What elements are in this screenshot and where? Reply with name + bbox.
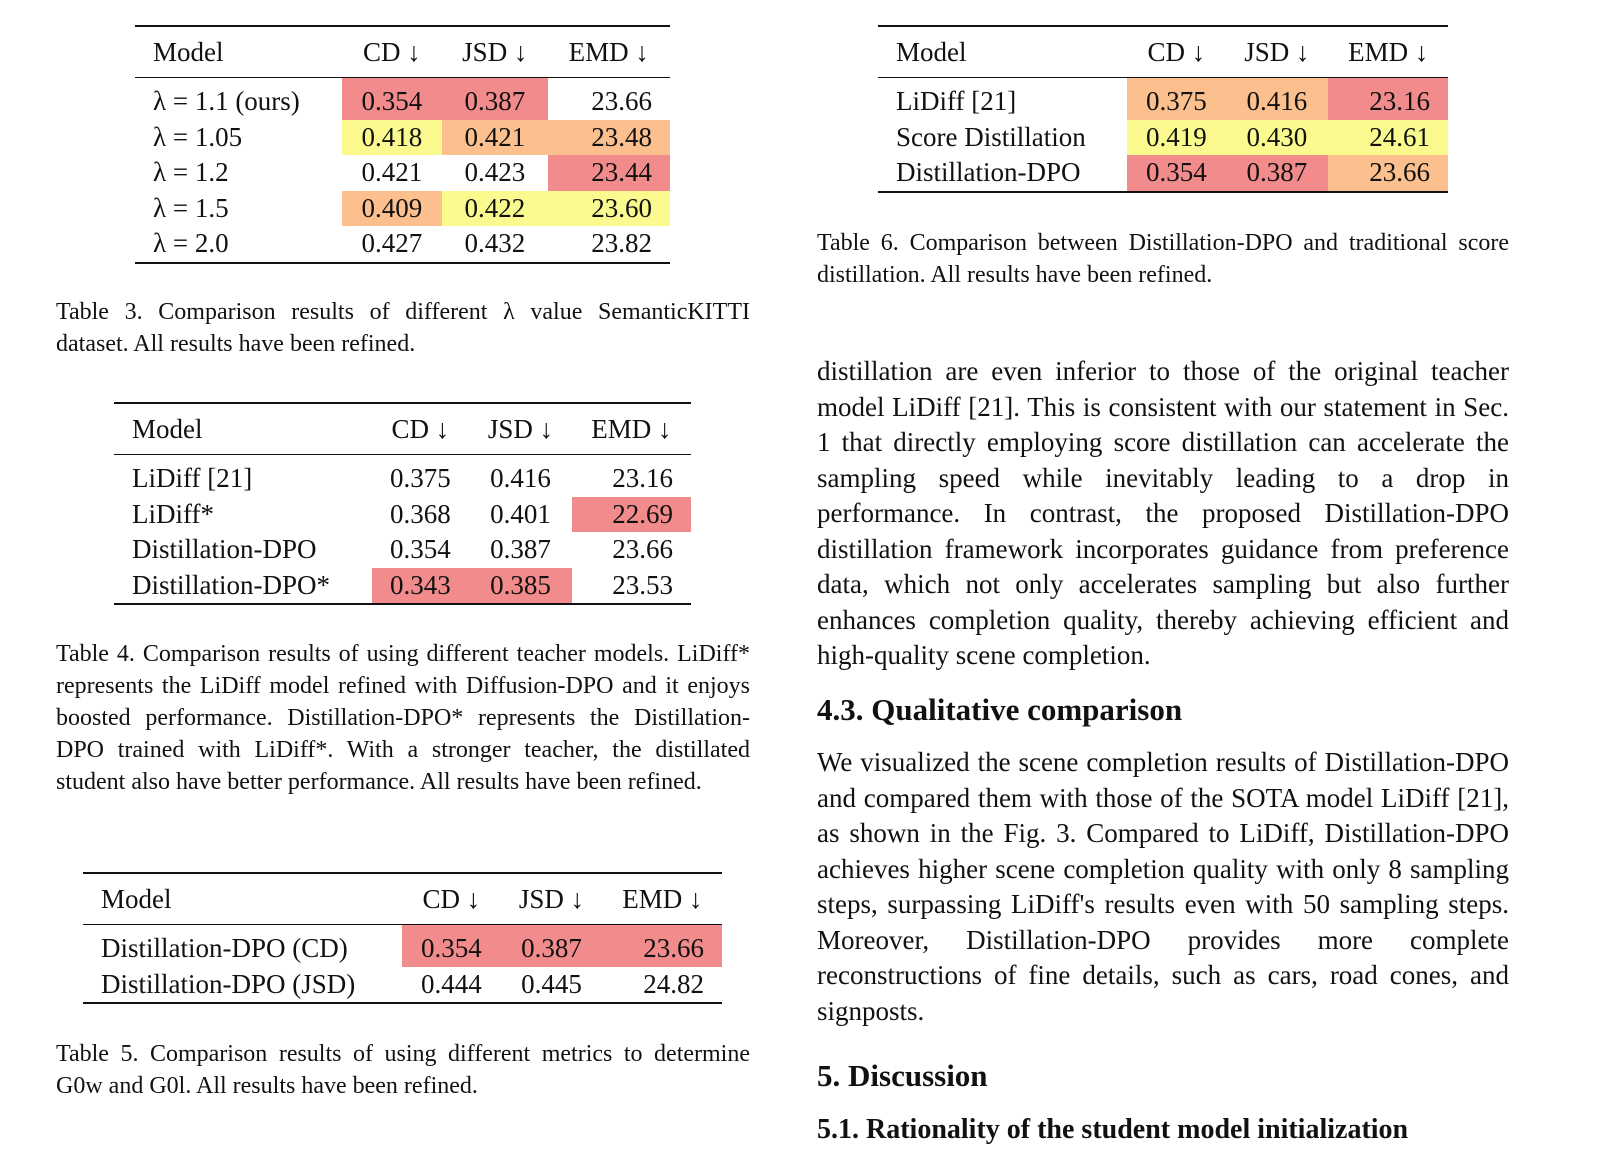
table-row [114, 568, 691, 605]
cell-model: λ = 1.2 [153, 157, 229, 188]
section-heading-rationality [817, 1113, 1601, 1153]
paragraph-qualitative: We visualized the scene completion results of Distillation-DPO and compared them with those of the SOTA model LiDiff [21], as shown in the Fig. 3. Compared to LiDiff, Distillation-DPO achieves higher scene completion quality with only 8 sampling steps, surpassing LiDiff's results even with 50 sampling steps. Moreover, Distillation-DPO provides more complete reconstructions of fine details, such as cars, road cones, and signposts. [817, 747, 1509, 1026]
cell-model: Score Distillation [896, 121, 1086, 152]
table-4 [114, 402, 691, 605]
cell-model: Distillation-DPO* [132, 569, 331, 600]
cell-model: λ = 1.5 [153, 192, 229, 223]
cell-cd: 0.409 [342, 191, 442, 227]
header-emd: EMD ↓ [591, 413, 672, 444]
table-row [878, 120, 1448, 156]
cell-model: λ = 1.05 [153, 121, 243, 152]
header-emd: EMD ↓ [1348, 36, 1429, 67]
table-header-row [114, 403, 691, 455]
table-5 [83, 872, 722, 1004]
table-3 [135, 25, 670, 264]
cell-emd: 22.69 [572, 497, 691, 533]
cell-jsd: 0.421 [442, 120, 547, 156]
table-header-row [878, 26, 1448, 78]
table-5-caption: Table 5. Comparison results of using different metrics to determine G0w and G0l. All results have been refined. [56, 1041, 750, 1099]
cell-cd: 0.354 [342, 78, 442, 120]
header-model: Model [153, 36, 224, 67]
section-heading-rationality-text: 5.1. Rationality of the student model initialization [817, 1114, 1409, 1145]
cell-cd: 0.375 [389, 463, 451, 494]
cell-jsd: 0.387 [490, 534, 551, 565]
cell-emd: 23.66 [603, 925, 722, 967]
table-row [83, 925, 722, 967]
table-row [135, 226, 670, 263]
cell-emd: 23.53 [612, 569, 673, 600]
cell-cd: 0.354 [402, 925, 500, 967]
cell-model: Distillation-DPO [896, 157, 1081, 188]
cell-model: Distillation-DPO (JSD) [101, 968, 356, 999]
table-header-row [135, 26, 670, 78]
cell-emd: 23.16 [1328, 78, 1448, 120]
cell-model: Distillation-DPO [132, 534, 317, 565]
cell-emd: 23.60 [548, 191, 670, 227]
cell-cd: 0.368 [389, 498, 451, 529]
table-6 [878, 25, 1448, 193]
cell-jsd: 0.416 [490, 463, 551, 494]
cell-emd: 23.66 [1328, 155, 1448, 192]
cell-jsd: 0.416 [1225, 78, 1328, 120]
table-row [878, 78, 1448, 120]
cell-model: LiDiff* [132, 498, 214, 529]
cell-jsd: 0.387 [442, 78, 547, 120]
cell-emd: 24.61 [1328, 120, 1448, 156]
section-heading-discussion: 5. Discussion [817, 1058, 988, 1093]
cell-jsd: 0.430 [1225, 120, 1328, 156]
cell-jsd: 0.401 [490, 498, 551, 529]
cell-model: λ = 2.0 [153, 228, 229, 259]
header-cd: CD ↓ [1147, 36, 1206, 67]
table-row [135, 155, 670, 191]
cell-cd: 0.418 [342, 120, 442, 156]
table-row [135, 191, 670, 227]
cell-jsd: 0.387 [1225, 155, 1328, 192]
table-row [878, 155, 1448, 192]
cell-emd: 23.44 [548, 155, 670, 191]
header-jsd: JSD ↓ [462, 36, 528, 67]
cell-cd: 0.421 [361, 157, 423, 188]
table-header-row [83, 873, 722, 925]
cell-cd: 0.427 [361, 228, 423, 259]
cell-cd: 0.419 [1127, 120, 1225, 156]
cell-jsd: 0.422 [442, 191, 547, 227]
header-emd: EMD ↓ [568, 36, 649, 67]
cell-model: LiDiff [21] [132, 463, 253, 494]
header-jsd: JSD ↓ [487, 413, 554, 444]
cell-emd: 23.66 [612, 534, 673, 565]
table-6-caption: Table 6. Comparison between Distillation-DPO and traditional score distillation. All results have been refined. [817, 230, 1509, 288]
cell-model: λ = 1.1 (ours) [153, 86, 300, 117]
table-row [83, 967, 722, 1004]
cell-jsd: 0.387 [500, 925, 603, 967]
table-row [114, 455, 691, 497]
cell-cd: 0.444 [420, 968, 482, 999]
cell-emd: 24.82 [643, 968, 704, 999]
cell-model: LiDiff [21] [896, 86, 1017, 117]
section-heading-qualitative: 4.3. Qualitative comparison [817, 692, 1183, 727]
cell-cd: 0.375 [1127, 78, 1225, 120]
table-3-caption: Table 3. Comparison results of different λ value SemanticKITTI dataset. All results have been refined. [56, 299, 750, 357]
paragraph-score-distillation: distillation are even inferior to those of the original teacher model LiDiff [21]. This is consistent with our statement in Sec. 1 that directly employing score distillation can accelerate the sampling speed while inevitably leading to a drop in performance. In contrast, the proposed Distillation-DPO distillation framework incorporates guidance from preference data, which not only accelerates sampling but also further enhances completion quality, thereby achieving efficient and high-quality scene completion. [817, 356, 1509, 670]
header-model: Model [101, 883, 172, 914]
table-row [114, 497, 691, 533]
table-row [135, 78, 670, 120]
header-jsd: JSD ↓ [518, 883, 585, 914]
table-4-caption: Table 4. Comparison results of using different teacher models. LiDiff* represents the LiDiff model refined with Diffusion-DPO and it enjoys boosted performance. Distillation-DPO* represents the Distillation-DPO trained with LiDiff*. With a stronger teacher, the distillated student also have better performance. All results have been refined. [56, 641, 750, 795]
table-row [135, 120, 670, 156]
cell-emd: 23.66 [591, 86, 652, 117]
cell-emd: 23.82 [591, 228, 652, 259]
cell-jsd: 0.385 [469, 568, 572, 605]
cell-emd: 23.16 [612, 463, 673, 494]
header-cd: CD ↓ [391, 413, 450, 444]
header-model: Model [896, 36, 967, 67]
header-jsd: JSD ↓ [1244, 36, 1310, 67]
cell-cd: 0.354 [1127, 155, 1225, 192]
cell-emd: 23.48 [548, 120, 670, 156]
cell-cd: 0.343 [372, 568, 470, 605]
cell-jsd: 0.432 [464, 228, 526, 259]
cell-jsd: 0.423 [464, 157, 526, 188]
header-emd: EMD ↓ [622, 883, 703, 914]
cell-model: Distillation-DPO (CD) [101, 933, 348, 964]
header-cd: CD ↓ [363, 36, 421, 67]
cell-jsd: 0.445 [521, 968, 582, 999]
header-cd: CD ↓ [422, 883, 481, 914]
cell-cd: 0.354 [389, 534, 451, 565]
table-row [114, 532, 691, 568]
header-model: Model [132, 413, 203, 444]
